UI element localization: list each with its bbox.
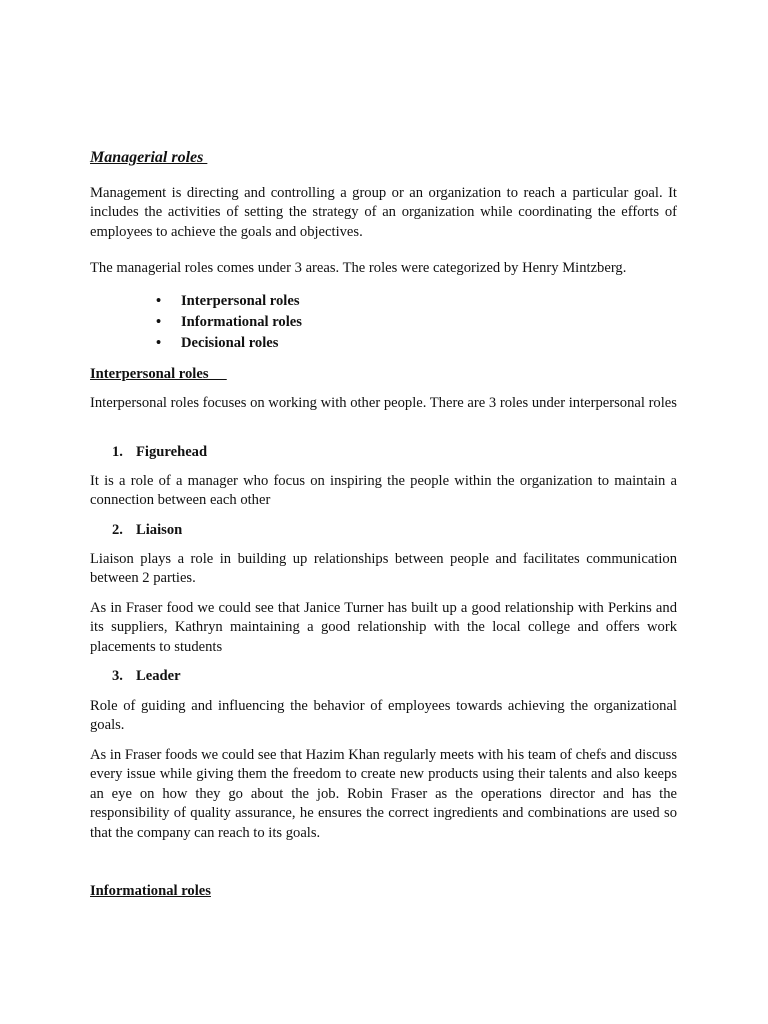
liaison-heading	[112, 521, 182, 540]
liaison-paragraph: Liaison plays a role in building up relationships between people and facilitates communication between 2 parties.	[90, 551, 677, 587]
page-title: Managerial roles	[90, 149, 208, 166]
leader-paragraph: Role of guiding and influencing the behavior of employees towards achieving the organizational goals.	[90, 698, 677, 734]
leader-example-paragraph: As in Fraser foods we could see that Hazim Khan regularly meets with his team of chefs and discuss every issue while giving them the freedom to create new products using their talents and also keeps an eye on how they go about the job. Robin Fraser as the operations director and has the responsibility of quality assurance, he ensures the correct ingredients and combinations are used so that the company can reach to its goals.	[90, 747, 677, 841]
bullet-icon: •	[156, 314, 162, 330]
item-label: Liaison	[136, 522, 183, 538]
item-label: Figurehead	[136, 444, 208, 460]
figurehead-heading	[112, 443, 207, 462]
bullet-icon: •	[156, 335, 162, 351]
intro-paragraph: Management is directing and controlling a group or an organization to reach a particular goal. It includes the activities of setting the strategy of an organization while coordinating the efforts of employees to achieve the goals and objectives.	[90, 185, 677, 240]
leader-heading	[112, 667, 181, 686]
informational-roles-heading: Informational roles	[90, 883, 211, 899]
role-area-label: Interpersonal roles	[181, 293, 300, 309]
liaison-example-paragraph: As in Fraser food we could see that Janice Turner has built up a good relationship with Perkins and its suppliers, Kathryn maintaining a good relationship with the local college and offers work placements to students	[90, 600, 677, 655]
role-area-label: Decisional roles	[181, 335, 279, 351]
item-number: 1.	[112, 444, 123, 460]
item-number: 2.	[112, 522, 123, 538]
role-areas-list	[156, 292, 302, 355]
areas-sentence: The managerial roles comes under 3 areas. The roles were categorized by Henry Mintzberg.	[90, 260, 627, 276]
list-item	[156, 292, 302, 313]
bullet-icon: •	[156, 293, 162, 309]
role-area-label: Informational roles	[181, 314, 302, 330]
item-label: Leader	[136, 668, 181, 684]
item-number: 3.	[112, 668, 123, 684]
list-item	[156, 313, 302, 334]
interpersonal-roles-heading: Interpersonal roles	[90, 366, 227, 382]
interpersonal-intro-paragraph: Interpersonal roles focuses on working with other people. There are 3 roles under interpersonal roles	[90, 395, 677, 411]
list-item	[156, 334, 302, 355]
figurehead-paragraph: It is a role of a manager who focus on inspiring the people within the organization to maintain a connection between each other	[90, 473, 677, 509]
